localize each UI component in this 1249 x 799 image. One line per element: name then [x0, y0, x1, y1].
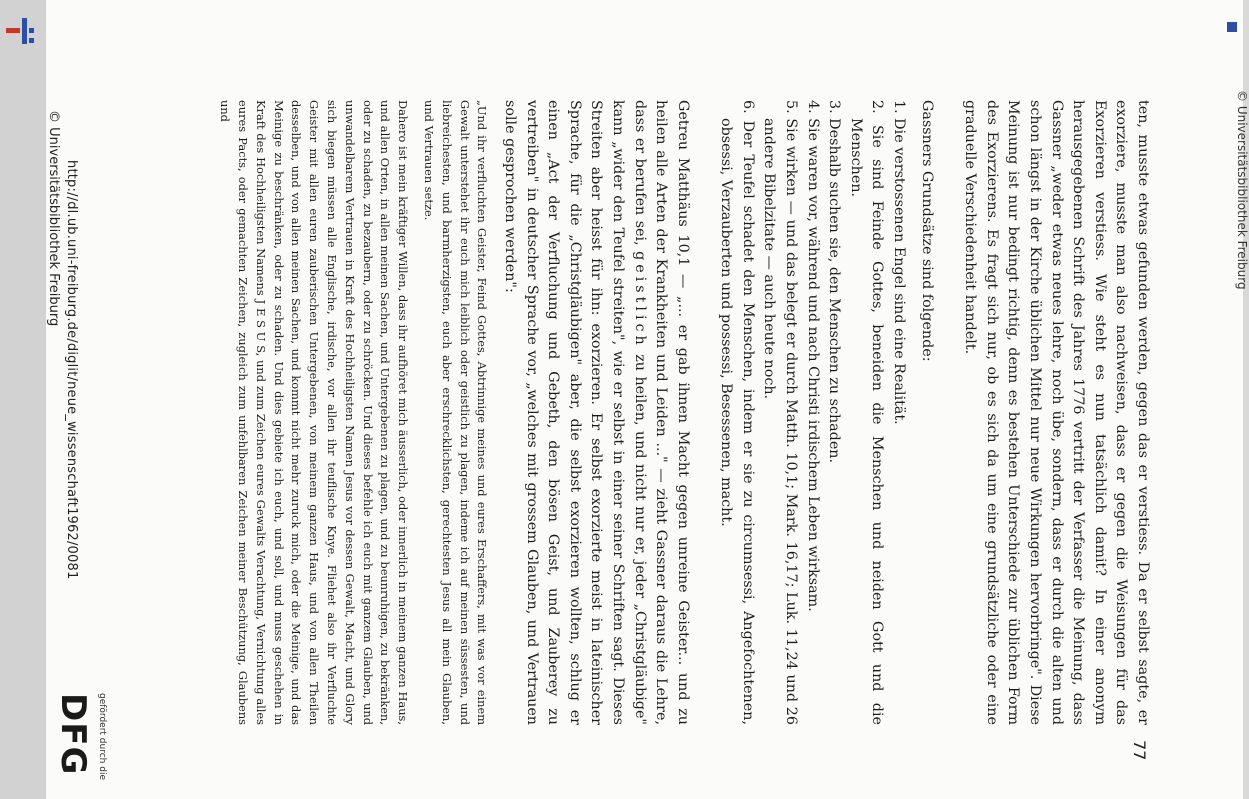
viewer-left-margin — [0, 0, 46, 799]
principles-heading: Gassners Grundsätze sind folgende: — [918, 100, 935, 362]
list-item: 4. Sie waren vor, während und nach Christi irdischem Leben wirksam. — [804, 100, 821, 612]
list-item: 3. Deshalb suchen sie, den Menschen zu schaden. — [826, 100, 843, 464]
paragraph-matthew-part1: Getreu Matthäus 10,1 — „... er gab ihnen Macht gegen unreine Geister... und zu heilen alle Arten der Krankheiten und Leiden ..." — zieht Gassner daraus die Lehre, dass er berufen sei, — [631, 100, 691, 725]
rotated-page-content — [46, 0, 1249, 799]
quote-paragraph-2: Dahero ist mein kräftiger Willen, dass ihr aufhöret mich äusserlich, oder innerlich in meinem ganzen Haus, und allen Orten, in allen meinen Sachen, und Untergebenen zu plagen, und zu beunruhigen, zu bekränken, oder zu schaden, zu bezaubern, oder zu schröcken. Und dieses befehle ich euch mit ganzem Glauben, und unwandelbarem Vertrauen in Kraft des Hochheiligsten Namen Jesus vor dessen Gewalt, Macht, und Glory sich biegen müssen alle Englische, irdische, vor allen ihr teuflische Knye. Fliehet also ihr Verfluchte Geister mit allen euren zauberischen Untergebenen, von meinem ganzen Haus, und von allen Theilen desselben, und von allen meinen Sachen, und kommt nicht mehr zuruck mich, oder die Meinige, und das Meinige zu beschränken, oder zu schaden. Und dies gebiete ich euch, und soll, und muss geschehen in Kraft des Hochheiligsten Namens J E S U S, und zum Zeichen eures Gewalts Verachtung, Vernichtung alles eures Pacts, oder gemachten Zeichen, zugleich zum unfehlbaren Zeichen meiner Beschützung, Glaubens und — [218, 100, 411, 725]
spaced-word: geistlich — [631, 251, 648, 349]
paragraph-intro: ten, musste etwas gefunden werden, gegen das er verstiess. Da er selbst sagte, er exorziere, musste man also nachweisen, dass er gegen die Weisungen für das Exorzieren verstiess. Wie steht es nun tatsächlich damit? In einer anonym herausgegebenen Schrift des Jahres 1776 vertritt der Verfasser die Meinung, dass Gassner „weder etwas neues lehre, noch übe, sondern, dass er durch die alten und schon längst in der Kirche üblichen Mittel nur neue Wirkungen hervorbringe". Diese Meinung ist nur bedingt richtig, denn es bestehen Unterschiede zur üblichen Form des Exorzierens. Es fragt sich nur, ob es sich da um eine grundsätzliche oder eine graduelle Verschiedenheit handelt. — [962, 100, 1151, 725]
paragraph-matthew — [498, 100, 692, 725]
paragraph-matthew-part2: zu heilen, und nicht nur er, jeder „Christgläubige" kann „wider den Teufel streiten", wie er selbst in einer seiner Schriften sagt. Dieses Streiten aber heisst für ihn: exorzieren. Er selbst exorzierte meist in lateinischer Sprache, für die „Christgläubigen" aber, die selbst exorzieren wollten, schlug er einen „Act der Verfluchung und Gebeth, den bösen Geist, und Zauberey zu vertreiben" in deutscher Sprache vor, „welches mit grossem Glauben, und Vertrauen solle gesprochen werden": — [501, 100, 648, 725]
top-copyright-fragment: © Universitätsbibliothek Freiburg — [1235, 90, 1249, 290]
body-text — [143, 100, 1153, 725]
corner-marker-icon — [1227, 22, 1237, 32]
scanned-page — [46, 0, 1249, 799]
dfg-logo — [51, 693, 107, 783]
library-logo-icon — [4, 14, 38, 48]
list-item: 6. Der Teufel schadet den Menschen, indem er sie zu circumsessi, Angefochtenen, obsessi, Verzauberten und possessi, Besessenen, macht. — [718, 100, 756, 725]
list-item: 5. Sie wirken — und das belegt er durch Matth. 10,1; Mark. 16,17; Luk. 11,24 und 26 andere Bibelzitate — auch heute noch. — [761, 100, 800, 725]
page-number: 77 — [1130, 740, 1149, 761]
list-item: 2. Sie sind Feinde Gottes, beneiden die Menschen und neiden Gott und die Menschen. — [847, 100, 886, 725]
principles-list — [715, 100, 909, 725]
quote-paragraph-1: „Und ihr verfluchten Geister, Feind Gottes, Abtrinnige meines und eures Erschaffers, mit was vor einem Gewalt unterstehet ihr euch mich leiblich oder geistlich zu plagen, indeme ich auf meinen süssesten, und liebreichesten, und barmherzigsten, euch aber erschrecklichsten, gerechtesten Jesus all mein Glauben, und Vertrauen setze. — [421, 100, 490, 725]
dfg-caption: gefördert durch die — [97, 693, 107, 780]
source-url[interactable]: http://dl.ub.uni-freiburg.de/diglit/neue_wissenschaft1962/0081 — [64, 160, 79, 580]
list-item: 1. Die verstossenen Engel sind eine Realität. — [891, 100, 908, 425]
dfg-label: DFG — [53, 693, 93, 776]
library-copyright: © Universitätsbibliothek Freiburg — [46, 110, 61, 327]
